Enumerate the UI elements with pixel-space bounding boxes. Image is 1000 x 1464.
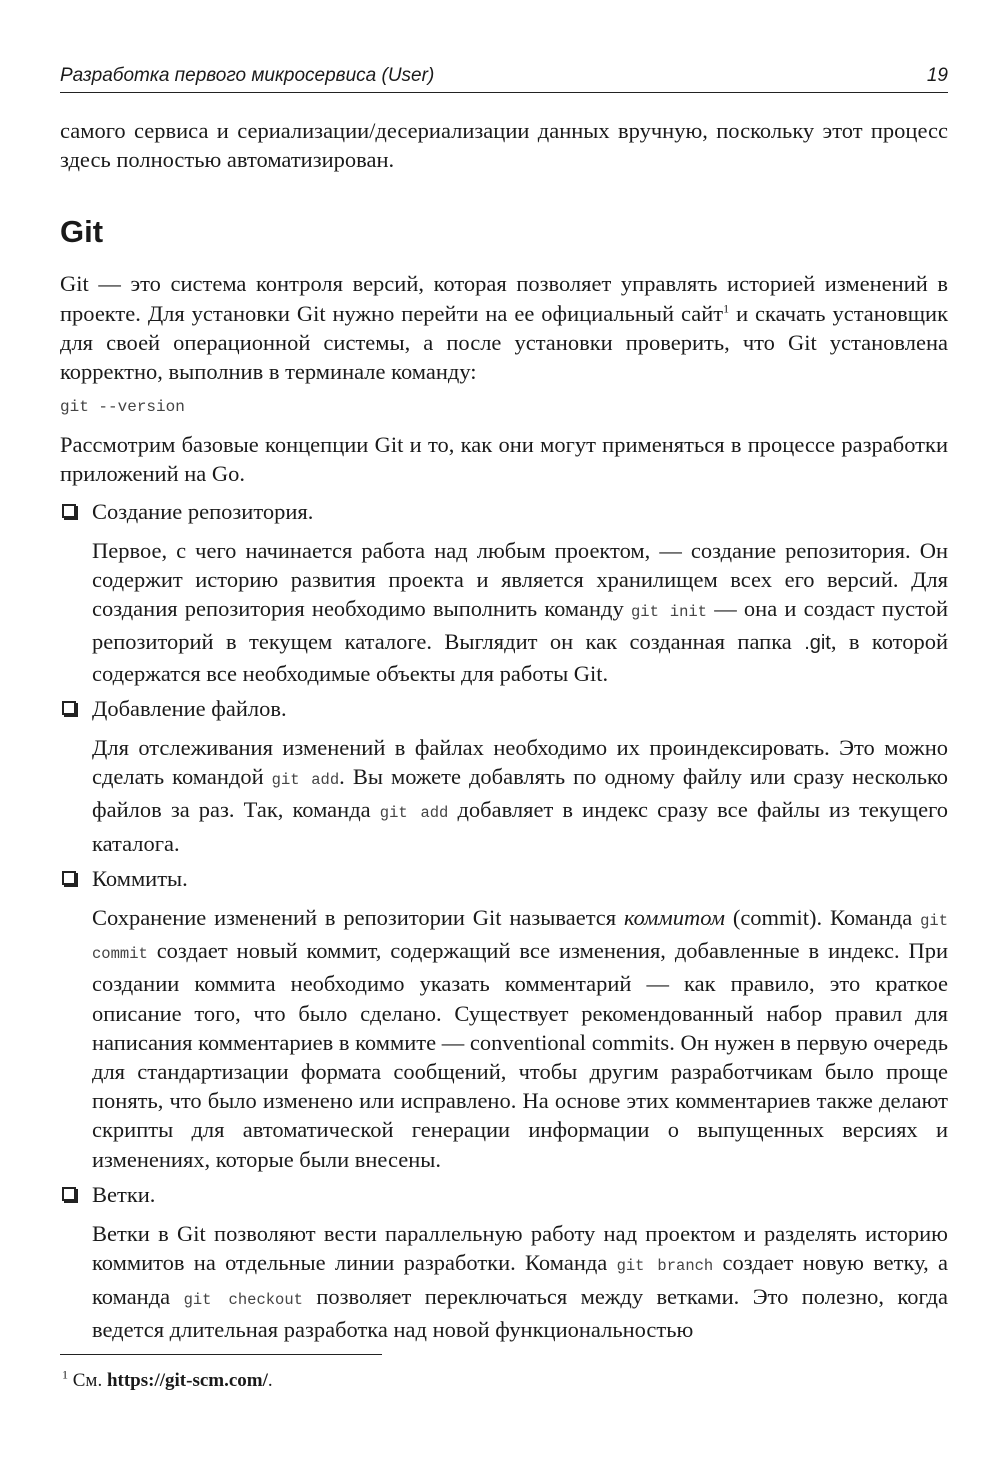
list-item-title: Коммиты. xyxy=(92,865,188,891)
chapter-title: Разработка первого микросервиса (User) xyxy=(60,65,435,86)
inline-code: git commit xyxy=(92,912,948,964)
list-item-body xyxy=(60,536,948,688)
text-span: Для отслеживания изменений в файлах необходимо их проиндексировать. Это можно сделать командой xyxy=(92,735,948,790)
page-number: 19 xyxy=(926,65,948,86)
section-heading: Git xyxy=(60,214,104,250)
inline-code: git checkout xyxy=(183,1290,303,1309)
text-span: создает новую ветку, а команда xyxy=(92,1250,948,1309)
add-paragraph xyxy=(92,733,948,858)
text-span: (commit). Команда xyxy=(725,905,921,931)
code-command: git --version xyxy=(60,398,185,417)
commits-paragraph xyxy=(92,903,948,1174)
list-item-title: Ветки. xyxy=(92,1181,156,1207)
text-span: См. xyxy=(68,1370,107,1391)
list-item-add xyxy=(60,694,948,723)
text-span: — она и создаст пустой репозиторий в текущем каталоге. Выглядит он как созданная папка xyxy=(92,596,948,655)
folder-name: .git xyxy=(804,632,831,655)
list-item-title: Добавление файлов. xyxy=(92,695,287,721)
footnote-ref: 1 xyxy=(723,301,730,316)
text-span: Git — это система контроля версий, которая позволяет управлять историей изменений в проекте. Для установки Git нужно перейти на ее официальный сайт xyxy=(60,271,948,326)
text-span: , в которой содержатся все необходимые объекты для работы Git. xyxy=(92,629,948,686)
branches-paragraph xyxy=(92,1219,948,1344)
concepts-intro-paragraph: Рассмотрим базовые концепции Git и то, как они могут применяться в процессе разработки приложений на Go. xyxy=(60,432,948,487)
list-item-body xyxy=(60,903,948,1174)
text-span: создает новый коммит, содержащий все изменения, добавленные в индекс. При создании коммита необходимо указать комментарий — как правило, это краткое описание того, что было сделано. Существует рекомендованный набор правил для написания комментариев в коммите — conventional commits. Он нужен в первую очередь для стандартизации формата сообщений, чтобы другим разработчикам было проще понять, что было изменено или исправлено. На основе этих комментариев также делают скрипты для автоматической генерации информации о выпущенных версиях и изменениях, которые были внесены. xyxy=(92,938,948,1172)
emphasis: коммитом xyxy=(623,905,725,931)
list-item-title: Создание репозитория. xyxy=(92,498,314,524)
list-item-body xyxy=(60,733,948,858)
inline-code: git add xyxy=(379,804,449,823)
list-item-body xyxy=(60,1219,948,1344)
text-span: Ветки в Git позволяют вести параллельную работу над проектом и разделять историю коммитов на отдельные линии разработки. Команда xyxy=(92,1221,948,1276)
footnote-divider xyxy=(60,1354,382,1355)
page-body xyxy=(60,116,948,1350)
text-span: Первое, с чего начинается работа над любым проектом, — создание репозитория. Он содержит историю развития проекта и является хранилищем всех его версий. Для создания репозитория необходимо выполнить команду xyxy=(92,537,948,622)
footnote-link[interactable]: https://git-scm.com/ xyxy=(106,1370,268,1391)
git-intro-paragraph xyxy=(60,269,948,386)
footnote-marker: 1 xyxy=(62,1367,68,1382)
text-span: . xyxy=(267,1370,273,1391)
running-header xyxy=(60,62,948,93)
inline-code: git branch xyxy=(616,1257,714,1276)
text-span: позволяет переключаться между ветками. Это полезно, когда ведется длительная разработка над новой функциональностью xyxy=(92,1283,948,1342)
inline-code: git add xyxy=(271,771,340,790)
text-span: Сохранение изменений в репозитории Git называется xyxy=(92,905,624,931)
text-span: добавляет в индекс сразу все файлы из текущего каталога. xyxy=(92,797,948,856)
repo-paragraph xyxy=(92,536,948,688)
checkbox-bullet-icon xyxy=(62,1187,76,1201)
footnote xyxy=(62,1367,273,1392)
list-item-commits xyxy=(60,864,948,893)
checkbox-bullet-icon xyxy=(62,701,76,715)
text-span: . Вы можете добавлять по одному файлу или сразу несколько файлов за раз. Так, команда xyxy=(92,764,949,823)
list-item-branches xyxy=(60,1180,948,1209)
checkbox-bullet-icon xyxy=(62,504,76,518)
intro-paragraph: самого сервиса и сериализации/десериализации данных вручную, поскольку этот процесс здесь полностью автоматизирован. xyxy=(60,118,948,173)
text-span: и скачать установщик для своей операционной системы, а после установки проверить, что Git установлена корректно, выполнив в терминале команду: xyxy=(60,300,949,385)
list-item-repo xyxy=(60,497,948,526)
inline-code: git init xyxy=(630,603,707,622)
checkbox-bullet-icon xyxy=(62,871,76,885)
